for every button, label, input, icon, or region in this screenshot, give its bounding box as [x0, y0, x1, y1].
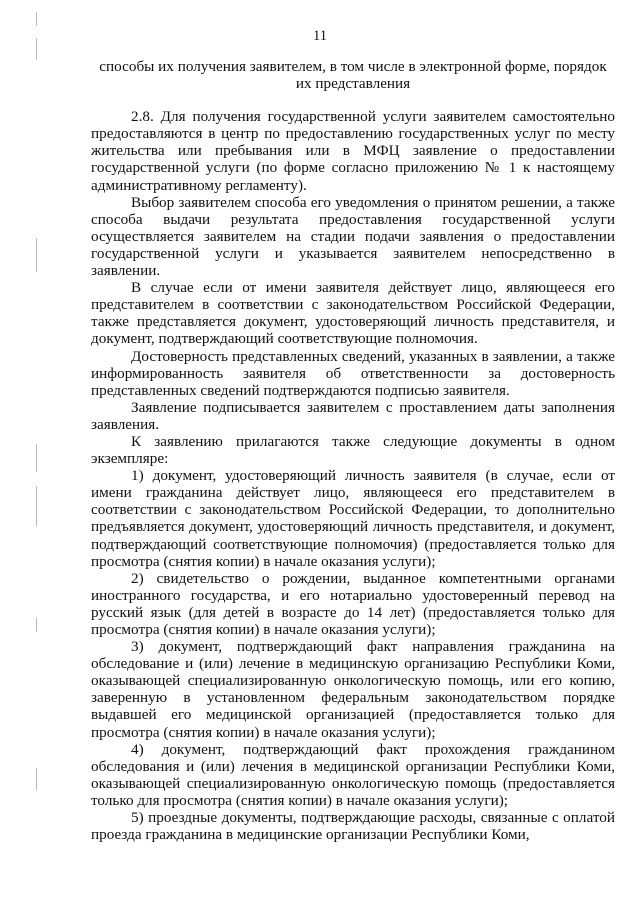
binding-margin-marks: [34, 8, 40, 888]
list-item: 2) свидетельство о рождении, выданное компетентными органами иностранного государства, и его нотариально удостоверенный перевод на русский язык (для детей в возрасте до 14 лет) (предоставляется только для просмотра (снятия копии) в начале оказания услуги);: [91, 569, 615, 638]
list-item: 4) документ, подтверждающий факт прохождения гражданином обследования и (или) лечения в медицинской организации Республики Коми, оказывающей специализированную онкологическую помощь (предоставляется только для просмотра (снятия копии) в начале оказания услуги);: [91, 740, 615, 809]
list-item: 3) документ, подтверждающий факт направления гражданина на обследование и (или) лечение в медицинскую организацию Республики Коми, оказывающей специализированную онкологическую помощь, или его копию, заверенную в установленном федеральным законодательством порядке выдавшей его медицинской организацией (предоставляется только для просмотра (снятия копии) в начале оказания услуги);: [91, 638, 615, 741]
list-item: 1) документ, удостоверяющий личность заявителя (в случае, если от имени гражданина действует лицо, являющееся его представителем в соответствии с законодательством Российской Федерации, то дополнительно предъявляется документ, удостоверяющий личность представителя, и документ, подтверждающий соответствующие полномочия) (предоставляется только для просмотра (снятия копии) в начале оказания услуги);: [91, 467, 615, 570]
paragraph: К заявлению прилагаются также следующие документы в одном экземпляре:: [91, 432, 615, 468]
page-number: 11: [313, 28, 327, 44]
document-body: [91, 58, 615, 843]
section-heading-continuation: способы их получения заявителем, в том числе в электронной форме, порядок их представления: [99, 58, 607, 93]
paragraph: Заявление подписывается заявителем с проставлением даты заполнения заявления.: [91, 398, 615, 433]
paragraph: Достоверность представленных сведений, указанных в заявлении, а также информированность заявителя об ответственности за достоверность представленных сведений подтверждаются подписью заявителя.: [91, 347, 615, 399]
paragraph: В случае если от имени заявителя действует лицо, являющееся его представителем в соответствии с законодательством Российской Федерации, также представляется документ, удостоверяющий личность представителя, и документ, подтверждающий соответствующие полномочия.: [91, 279, 615, 348]
paragraph: Выбор заявителем способа его уведомления о принятом решении, а также способа выдачи результата предоставления государственной услуги осуществляется заявителем на стадии подачи заявления о предоставлении государственной услуги и указывается заявителем непосредственно в заявлении.: [91, 193, 615, 280]
list-item: 5) проездные документы, подтверждающие расходы, связанные с оплатой проезда гражданина в медицинские организации Республики Коми,: [91, 809, 615, 844]
paragraph: 2.8. Для получения государственной услуги заявителем самостоятельно предоставляются в центр по предоставлению государственных услуг по месту жительства или пребывания или в МФЦ заявление о предоставлении государственной услуги (по форме согласно приложению № 1 к настоящему административному регламенту).: [91, 108, 615, 194]
